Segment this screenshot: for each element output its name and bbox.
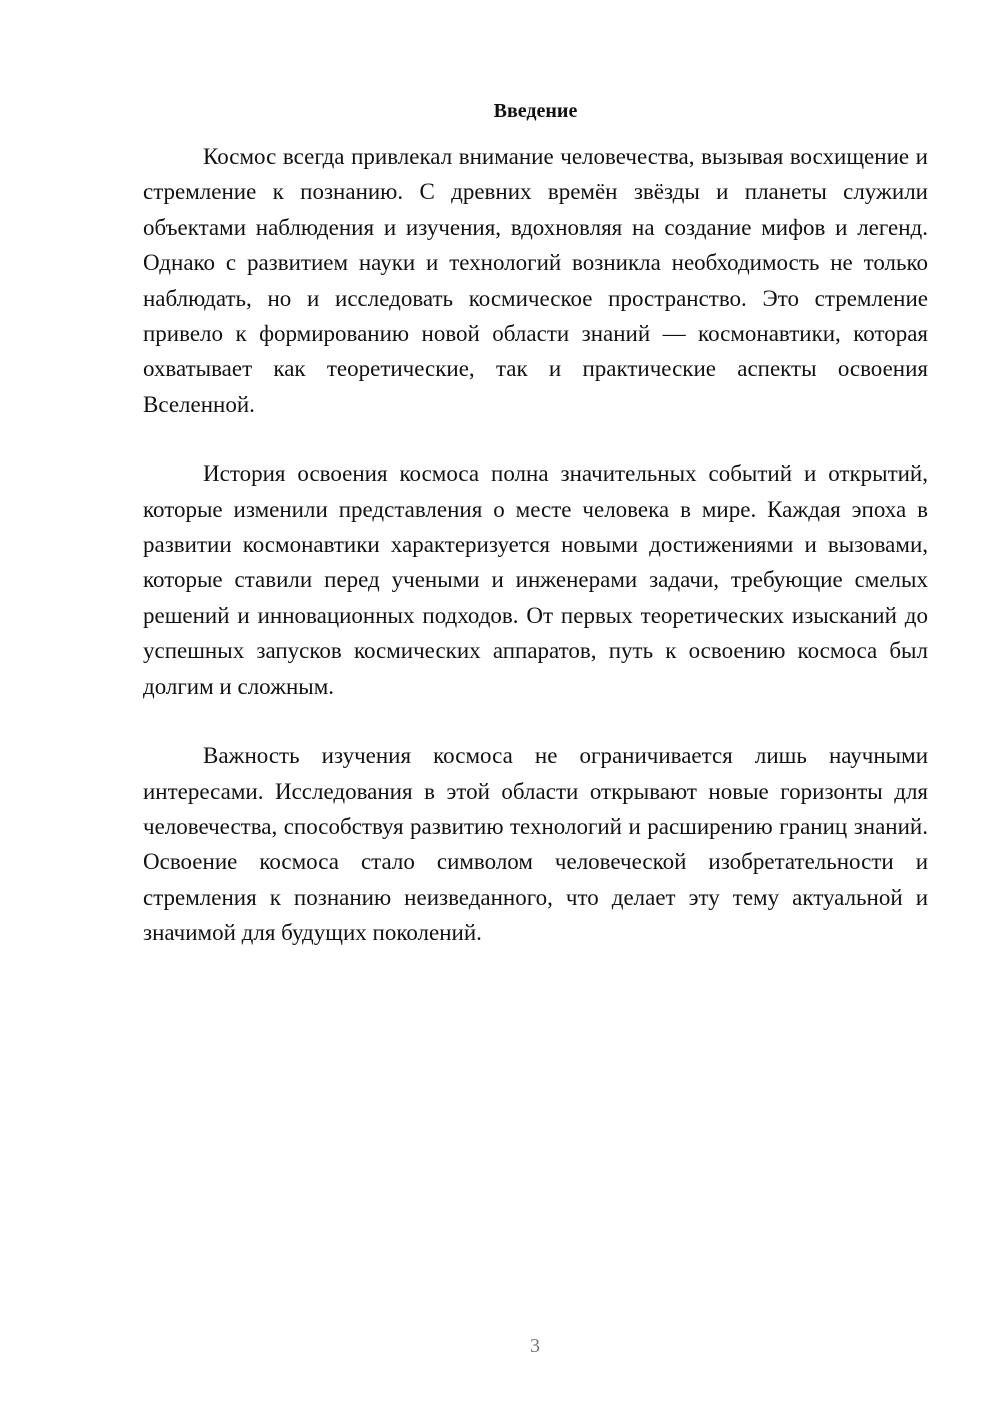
page-content: [143, 95, 928, 985]
page-number: 3: [530, 1335, 540, 1357]
paragraph-2: История освоения космоса полна значительных событий и открытий, которые изменили представления о месте человека в мире. Каждая эпоха в развитии космонавтики характеризуется новыми достижениями и вызовами, которые ставили перед учеными и инженерами задачи, требующие смелых решений и инновационных подходов. От первых теоретических изысканий до успешных запусков космических аппаратов, путь к освоению космоса был долгим и сложным.: [143, 461, 928, 699]
paragraph-3: Важность изучения космоса не ограничивается лишь научными интересами. Исследования в этой области открывают новые горизонты для человечества, способствуя развитию технологий и расширению границ знаний. Освоение космоса стало символом человеческой изобретательности и стремления к познанию неизведанного, что делает эту тему актуальной и значимой для будущих поколений.: [143, 743, 928, 946]
paragraph-1: Космос всегда привлекал внимание человечества, вызывая восхищение и стремление к познанию. С древних времён звёзды и планеты служили объектами наблюдения и изучения, вдохновляя на создание мифов и легенд. Однако с развитием науки и технологий возникла необходимость не только наблюдать, но и исследовать космическое пространство. Это стремление привело к формированию новой области знаний — космонавтики, которая охватывает как теоретические, так и практические аспекты освоения Вселенной.: [143, 144, 928, 417]
section-heading: Введение: [493, 100, 578, 122]
